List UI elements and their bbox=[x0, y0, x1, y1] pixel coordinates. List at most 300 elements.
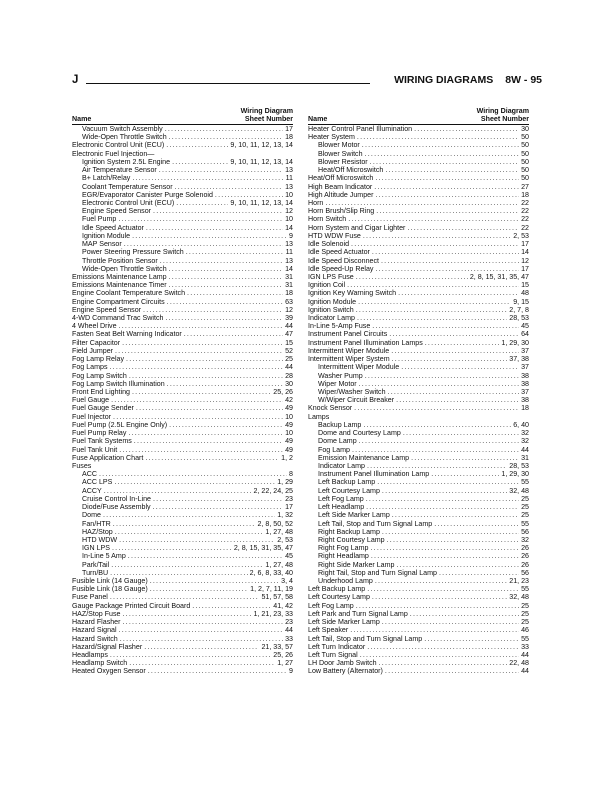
entry-sheet-numbers: 22 bbox=[521, 207, 529, 216]
entry-sheet-numbers: 23 bbox=[285, 494, 293, 503]
entry-name: Left Fog Lamp bbox=[318, 494, 364, 503]
dot-leader bbox=[126, 355, 283, 363]
entry-sheet-numbers: 9, 15 bbox=[513, 297, 529, 306]
dot-leader bbox=[165, 314, 283, 322]
entry-name: Idle Speed Actuator bbox=[82, 223, 144, 232]
entry-sheet-numbers: 37 bbox=[521, 388, 529, 396]
index-entry bbox=[308, 495, 529, 503]
index-entry bbox=[308, 602, 529, 610]
dot-leader bbox=[215, 191, 283, 199]
entry-sheet-numbers: 8 bbox=[289, 470, 293, 479]
entry-name: Ignition Switch bbox=[308, 305, 354, 314]
entry-sheet-numbers: 50 bbox=[521, 174, 529, 183]
entry-name: Headlamp Switch bbox=[72, 659, 128, 668]
dot-leader bbox=[365, 372, 519, 380]
index-entry bbox=[72, 240, 293, 248]
index-entry bbox=[308, 577, 529, 585]
entry-sheet-numbers: 42 bbox=[285, 396, 293, 405]
entry-sheet-numbers: 49 bbox=[285, 404, 293, 413]
dot-leader bbox=[165, 125, 283, 133]
column-header-sheet-line2: Sheet Number bbox=[480, 114, 529, 123]
dot-leader bbox=[360, 651, 519, 659]
dot-leader bbox=[120, 635, 283, 643]
entry-sheet-numbers: 31 bbox=[285, 281, 293, 290]
entry-name: Left Turn Signal bbox=[308, 651, 358, 659]
index-entry bbox=[72, 561, 293, 569]
entry-sheet-numbers: 12 bbox=[285, 305, 293, 314]
index-entry bbox=[72, 396, 293, 404]
dot-leader bbox=[401, 363, 519, 371]
entry-sheet-numbers: 39 bbox=[285, 314, 293, 323]
index-entry bbox=[72, 470, 293, 478]
entry-name: In-Line 5-Amp Fuse bbox=[308, 322, 371, 331]
entry-name: Blower Motor bbox=[318, 141, 360, 150]
index-entry bbox=[308, 544, 529, 552]
dot-leader bbox=[150, 585, 248, 593]
column-header-sheet bbox=[477, 107, 529, 123]
entry-name: Horn bbox=[308, 198, 324, 207]
dot-leader bbox=[166, 141, 228, 149]
dot-leader bbox=[159, 166, 283, 174]
dot-leader bbox=[123, 618, 284, 626]
entry-sheet-numbers: 37 bbox=[521, 346, 529, 355]
index-entry bbox=[72, 404, 293, 412]
dot-leader bbox=[144, 643, 259, 651]
dot-leader bbox=[376, 207, 519, 215]
dot-leader bbox=[425, 339, 500, 347]
index-entry bbox=[308, 183, 529, 191]
index-entry bbox=[308, 651, 529, 659]
entry-sheet-numbers: 38 bbox=[521, 371, 529, 380]
dot-leader bbox=[176, 199, 228, 207]
entry-name: Emissions Maintenance Lamp bbox=[72, 272, 167, 281]
index-entry bbox=[308, 487, 529, 495]
entry-name: HTD WDW Fuse bbox=[308, 231, 361, 240]
entry-sheet-numbers: 17 bbox=[521, 240, 529, 249]
entry-name: Dome and Courtesy Lamp bbox=[318, 429, 401, 438]
dot-leader bbox=[434, 520, 519, 528]
entry-sheet-numbers: 9, 10, 11, 12, 13, 14 bbox=[230, 157, 293, 166]
dot-leader bbox=[366, 495, 519, 503]
entry-sheet-numbers: 49 bbox=[285, 420, 293, 429]
index-entry bbox=[72, 667, 293, 675]
entry-sheet-numbers: 33 bbox=[285, 634, 293, 643]
dot-leader bbox=[114, 478, 275, 486]
index-entry bbox=[308, 330, 529, 338]
entry-name: Right Tail, Stop and Turn Signal Lamp bbox=[318, 568, 437, 577]
index-entries bbox=[72, 125, 293, 676]
entry-sheet-numbers: 10 bbox=[285, 429, 293, 438]
dot-leader bbox=[370, 544, 519, 552]
dot-leader bbox=[132, 388, 271, 396]
index-entry bbox=[308, 322, 529, 330]
entry-name: Heated Oxygen Sensor bbox=[72, 667, 146, 676]
dot-leader bbox=[113, 413, 283, 421]
entry-name: Idle Speed Disconnect bbox=[308, 256, 379, 265]
index-entry bbox=[72, 413, 293, 421]
entry-name: Idle Speed Actuator bbox=[308, 248, 370, 257]
entry-name: Ignition Module bbox=[308, 297, 357, 306]
entry-sheet-numbers: 14 bbox=[285, 223, 293, 232]
entry-sheet-numbers: 25 bbox=[521, 503, 529, 512]
entry-sheet-numbers: 12 bbox=[285, 207, 293, 216]
dot-leader bbox=[375, 577, 507, 585]
entry-name: Fog Lamps bbox=[72, 363, 108, 372]
entry-name: Heater System bbox=[308, 133, 355, 142]
index-entry bbox=[72, 207, 293, 215]
header-rule bbox=[86, 83, 370, 84]
index-entry bbox=[72, 511, 293, 519]
index-entry bbox=[72, 215, 293, 223]
entry-name: B+ Latch/Relay bbox=[82, 174, 131, 183]
entry-sheet-numbers: 17 bbox=[285, 503, 293, 512]
entry-sheet-numbers: 25 bbox=[285, 355, 293, 364]
index-entry bbox=[308, 478, 529, 486]
entry-name: Fog Lamp Switch bbox=[72, 371, 127, 380]
dot-leader bbox=[115, 528, 264, 536]
entry-sheet-numbers: 22, 48 bbox=[509, 659, 529, 668]
dot-leader bbox=[370, 158, 519, 166]
entry-name: Throttle Position Sensor bbox=[82, 256, 158, 265]
dot-leader bbox=[112, 544, 232, 552]
entry-sheet-numbers: 50 bbox=[521, 157, 529, 166]
entry-sheet-numbers: 56 bbox=[521, 527, 529, 536]
entry-name: Heat/Off Microswitch bbox=[318, 166, 384, 175]
index-entry bbox=[72, 372, 293, 380]
dot-leader bbox=[160, 257, 283, 265]
index-entry bbox=[308, 528, 529, 536]
dot-leader bbox=[118, 215, 283, 223]
index-entry bbox=[308, 207, 529, 215]
index-entry bbox=[308, 561, 529, 569]
entry-name: Left Side Marker Lamp bbox=[308, 618, 380, 627]
entry-sheet-numbers: 55 bbox=[521, 634, 529, 643]
entry-sheet-numbers: 12 bbox=[521, 256, 529, 265]
entry-sheet-numbers: 1, 27, 48 bbox=[265, 560, 293, 569]
dot-leader bbox=[398, 289, 519, 297]
entry-name: Intermittent Wiper System bbox=[308, 355, 390, 364]
index-entry bbox=[308, 635, 529, 643]
entry-sheet-numbers: 15 bbox=[521, 281, 529, 290]
entry-name: HAZ/Stop bbox=[82, 527, 113, 536]
index-entry bbox=[72, 437, 293, 445]
index-entry bbox=[72, 265, 293, 273]
index-entry bbox=[308, 215, 529, 223]
entry-name: Ignition Module bbox=[82, 231, 131, 240]
dot-leader bbox=[153, 495, 283, 503]
dot-leader bbox=[411, 454, 519, 462]
header-title-block bbox=[394, 74, 542, 86]
dot-leader bbox=[169, 265, 283, 273]
entry-name: Fusible Link (14 Gauge) bbox=[72, 577, 148, 586]
dot-leader bbox=[375, 265, 519, 273]
dot-leader bbox=[110, 593, 260, 601]
entry-sheet-numbers: 25 bbox=[521, 618, 529, 627]
dot-leader bbox=[372, 322, 519, 330]
index-entry bbox=[72, 273, 293, 281]
entry-sheet-numbers: 1, 2 bbox=[281, 453, 293, 462]
dot-leader bbox=[128, 429, 283, 437]
index-entry bbox=[308, 520, 529, 528]
column-header-sheet-line1: Wiring Diagram bbox=[240, 106, 293, 115]
dot-leader bbox=[354, 404, 519, 412]
entry-sheet-numbers: 2, 6, 8, 33, 40 bbox=[249, 568, 293, 577]
entry-name: Underhood Lamp bbox=[318, 577, 373, 586]
entry-name: Wiper/Washer Switch bbox=[318, 388, 386, 396]
index-entry bbox=[308, 125, 529, 133]
entry-sheet-numbers: 1, 27, 48 bbox=[265, 527, 293, 536]
entry-name: Hazard Flasher bbox=[72, 618, 121, 627]
entry-name: Emission Maintenance Lamp bbox=[318, 453, 410, 462]
entry-sheet-numbers: 18 bbox=[285, 289, 293, 298]
dot-leader bbox=[365, 150, 520, 158]
entry-sheet-numbers: 37, 38 bbox=[509, 355, 529, 364]
index-entry bbox=[72, 150, 293, 158]
dot-leader bbox=[119, 536, 275, 544]
entry-sheet-numbers: 1, 29 bbox=[277, 478, 293, 487]
entry-name: Headlamps bbox=[72, 651, 108, 659]
entry-name: Ignition System 2.5L Engine bbox=[82, 157, 171, 166]
index-entry bbox=[72, 281, 293, 289]
entry-sheet-numbers: 50 bbox=[521, 133, 529, 142]
column-header-sheet-line2: Sheet Number bbox=[244, 114, 293, 123]
entry-name: Fan/HTR bbox=[82, 519, 111, 528]
index-entry bbox=[72, 478, 293, 486]
entry-sheet-numbers: 9 bbox=[289, 667, 293, 676]
entry-name: Blower Switch bbox=[318, 149, 363, 158]
index-entry bbox=[308, 133, 529, 141]
dot-leader bbox=[356, 273, 468, 281]
index-entry bbox=[308, 232, 529, 240]
index-entry bbox=[308, 355, 529, 363]
entry-name: HTD WDW bbox=[82, 535, 118, 544]
index-entry bbox=[72, 330, 293, 338]
entry-name: Wide-Open Throttle Switch bbox=[82, 133, 167, 142]
entry-sheet-numbers: 13 bbox=[285, 166, 293, 175]
index-entry bbox=[72, 577, 293, 585]
index-entry bbox=[308, 347, 529, 355]
index-entry bbox=[308, 462, 529, 470]
index-entry bbox=[308, 429, 529, 437]
entry-name: Right Side Marker Lamp bbox=[318, 560, 395, 569]
entry-sheet-numbers: 1, 27 bbox=[277, 659, 293, 668]
dot-leader bbox=[150, 577, 279, 585]
dot-leader bbox=[366, 503, 519, 511]
index-entry bbox=[308, 265, 529, 273]
entry-sheet-numbers: 49 bbox=[285, 445, 293, 454]
entry-name: Vacuum Switch Assembly bbox=[82, 125, 163, 133]
entry-name: Dome bbox=[82, 511, 101, 520]
dot-leader bbox=[169, 273, 283, 281]
index-entry bbox=[308, 593, 529, 601]
entry-sheet-numbers: 50 bbox=[521, 166, 529, 175]
index-entry bbox=[308, 174, 529, 182]
entry-sheet-numbers: 31 bbox=[521, 453, 529, 462]
entry-name: Fuel Pump (2.5L Engine Only) bbox=[72, 420, 168, 429]
index-entry bbox=[308, 257, 529, 265]
entry-sheet-numbers: 31 bbox=[285, 272, 293, 281]
dot-leader bbox=[381, 257, 519, 265]
dot-leader bbox=[352, 446, 519, 454]
page-number: 8W - 95 bbox=[505, 74, 542, 86]
index-entry bbox=[72, 339, 293, 347]
dot-leader bbox=[362, 141, 519, 149]
dot-leader bbox=[439, 569, 519, 577]
entry-name: Fuel Tank Unit bbox=[72, 445, 118, 454]
dot-leader bbox=[169, 133, 283, 141]
entry-name: Intermittent Wiper Module bbox=[318, 363, 400, 372]
index-entry bbox=[308, 503, 529, 511]
dot-leader bbox=[388, 388, 520, 396]
entry-name: Backup Lamp bbox=[318, 420, 362, 429]
index-entries bbox=[308, 125, 529, 676]
dot-leader bbox=[113, 520, 256, 528]
entry-name: Left Turn Indicator bbox=[308, 642, 366, 651]
index-entry bbox=[308, 298, 529, 306]
entry-name: Wiper Motor bbox=[318, 379, 357, 388]
entry-name: Blower Resistor bbox=[318, 157, 368, 166]
dot-leader bbox=[153, 503, 284, 511]
entry-name: Left Tail, Stop and Turn Signal Lamp bbox=[308, 634, 423, 643]
dot-leader bbox=[175, 183, 284, 191]
entry-sheet-numbers: 2, 7, 8 bbox=[509, 305, 529, 314]
dot-leader bbox=[148, 667, 287, 675]
entry-sheet-numbers: 10 bbox=[285, 190, 293, 199]
entry-sheet-numbers: 50 bbox=[521, 141, 529, 150]
index-entry bbox=[72, 528, 293, 536]
dot-leader bbox=[110, 651, 271, 659]
dot-leader bbox=[424, 635, 519, 643]
entry-name: Right Courtesy Lamp bbox=[318, 535, 385, 544]
dot-leader bbox=[357, 314, 507, 322]
entry-name: HAZ/Stop Fuse bbox=[72, 609, 121, 618]
entry-name: Fusible Link (18 Gauge) bbox=[72, 585, 148, 594]
entry-name: MAP Sensor bbox=[82, 240, 122, 249]
index-entry bbox=[308, 199, 529, 207]
entry-name: Fog Lamp bbox=[318, 445, 350, 454]
entry-name: EGR/Evaporator Canister Purge Solenoid bbox=[82, 190, 213, 199]
dot-leader bbox=[374, 183, 519, 191]
entry-name: Fuse Application Chart bbox=[72, 453, 144, 462]
column-header-name: Name bbox=[72, 115, 92, 123]
entry-sheet-numbers: 30 bbox=[521, 125, 529, 133]
dot-leader bbox=[167, 298, 283, 306]
dot-leader bbox=[145, 454, 279, 462]
entry-sheet-numbers: 9, 10, 11, 12, 13, 14 bbox=[230, 198, 293, 207]
dot-leader bbox=[372, 593, 507, 601]
entry-sheet-numbers: 51, 57, 58 bbox=[261, 593, 293, 602]
entry-name: Air Temperature Sensor bbox=[82, 166, 157, 175]
index-entry bbox=[72, 552, 293, 560]
entry-sheet-numbers: 15 bbox=[285, 338, 293, 347]
entry-sheet-numbers: 28, 53 bbox=[509, 461, 529, 470]
entry-sheet-numbers: 44 bbox=[521, 667, 529, 676]
entry-sheet-numbers: 27 bbox=[521, 182, 529, 191]
entry-sheet-numbers: 44 bbox=[285, 322, 293, 331]
dot-leader bbox=[132, 174, 283, 182]
entry-sheet-numbers: 22 bbox=[521, 198, 529, 207]
entry-name: Hazard/Signal Flasher bbox=[72, 642, 143, 651]
entry-name: Diode/Fuse Assembly bbox=[82, 503, 151, 512]
dot-leader bbox=[325, 199, 519, 207]
entry-name: Gauge Package Printed Circuit Board bbox=[72, 601, 191, 610]
dot-leader bbox=[367, 462, 507, 470]
dot-leader bbox=[375, 191, 519, 199]
dot-leader bbox=[392, 511, 519, 519]
entry-name: Engine Speed Sensor bbox=[82, 207, 152, 216]
index-entry bbox=[308, 191, 529, 199]
entry-name: Left Fog Lamp bbox=[308, 601, 354, 610]
entry-sheet-numbers: 18 bbox=[285, 133, 293, 142]
entry-sheet-numbers: 2, 22, 24, 25 bbox=[253, 486, 293, 495]
dot-leader bbox=[389, 330, 519, 338]
index-entry bbox=[72, 191, 293, 199]
entry-name: Hazard Switch bbox=[72, 634, 118, 643]
entry-name: Ignition Key Warning Switch bbox=[308, 289, 397, 298]
entry-name: Lamps bbox=[308, 412, 330, 421]
dot-leader bbox=[410, 610, 519, 618]
entry-sheet-numbers: 2, 8, 15, 31, 35, 47 bbox=[469, 272, 529, 281]
entry-sheet-numbers: 41, 42 bbox=[273, 601, 293, 610]
index-entry bbox=[72, 314, 293, 322]
entry-sheet-numbers: 1, 2, 7, 11, 19 bbox=[250, 585, 293, 594]
entry-name: Left Speaker bbox=[308, 626, 349, 635]
entry-sheet-numbers: 52 bbox=[285, 346, 293, 355]
entry-sheet-numbers: 21, 23 bbox=[509, 577, 529, 586]
index-entry bbox=[308, 273, 529, 281]
entry-name: Washer Pump bbox=[318, 371, 363, 380]
entry-name: 4 Wheel Drive bbox=[72, 322, 117, 331]
entry-name: Field Jumper bbox=[72, 346, 114, 355]
entry-sheet-numbers: 55 bbox=[521, 519, 529, 528]
index-entry bbox=[308, 158, 529, 166]
index-entry bbox=[72, 125, 293, 133]
index-entry bbox=[72, 643, 293, 651]
column-header-name: Name bbox=[308, 115, 328, 123]
entry-name: Electronic Control Unit (ECU) bbox=[72, 141, 165, 150]
index-entry bbox=[72, 602, 293, 610]
dot-leader bbox=[358, 298, 511, 306]
entry-sheet-numbers: 18 bbox=[521, 404, 529, 413]
entry-sheet-numbers: 32, 48 bbox=[509, 593, 529, 602]
entry-name: Engine Speed Sensor bbox=[72, 305, 142, 314]
entry-name: ACC LPS bbox=[82, 478, 113, 487]
index-column-left bbox=[72, 104, 293, 676]
dot-leader bbox=[385, 166, 519, 174]
index-entry bbox=[308, 569, 529, 577]
entry-name: Right Headlamp bbox=[318, 552, 369, 561]
entry-sheet-numbers: 23 bbox=[285, 618, 293, 627]
entry-sheet-numbers: 26 bbox=[521, 544, 529, 553]
index-entry bbox=[308, 552, 529, 560]
index-entry bbox=[72, 166, 293, 174]
entry-sheet-numbers: 25 bbox=[521, 609, 529, 618]
dot-leader bbox=[123, 610, 252, 618]
entry-sheet-numbers: 26 bbox=[521, 552, 529, 561]
entry-name: Horn Switch bbox=[308, 215, 347, 224]
dot-leader bbox=[359, 380, 519, 388]
entry-name: Intermittent Wiper Module bbox=[308, 346, 390, 355]
index-entry bbox=[308, 610, 529, 618]
dot-leader bbox=[385, 667, 519, 675]
entry-name: Electronic Control Unit (ECU) bbox=[82, 198, 175, 207]
entry-sheet-numbers: 22 bbox=[521, 215, 529, 224]
dot-leader bbox=[356, 306, 508, 314]
index-entry bbox=[72, 322, 293, 330]
index-entry bbox=[308, 454, 529, 462]
entry-sheet-numbers: 1, 21, 23, 33 bbox=[253, 609, 293, 618]
entry-sheet-numbers: 49 bbox=[285, 437, 293, 446]
